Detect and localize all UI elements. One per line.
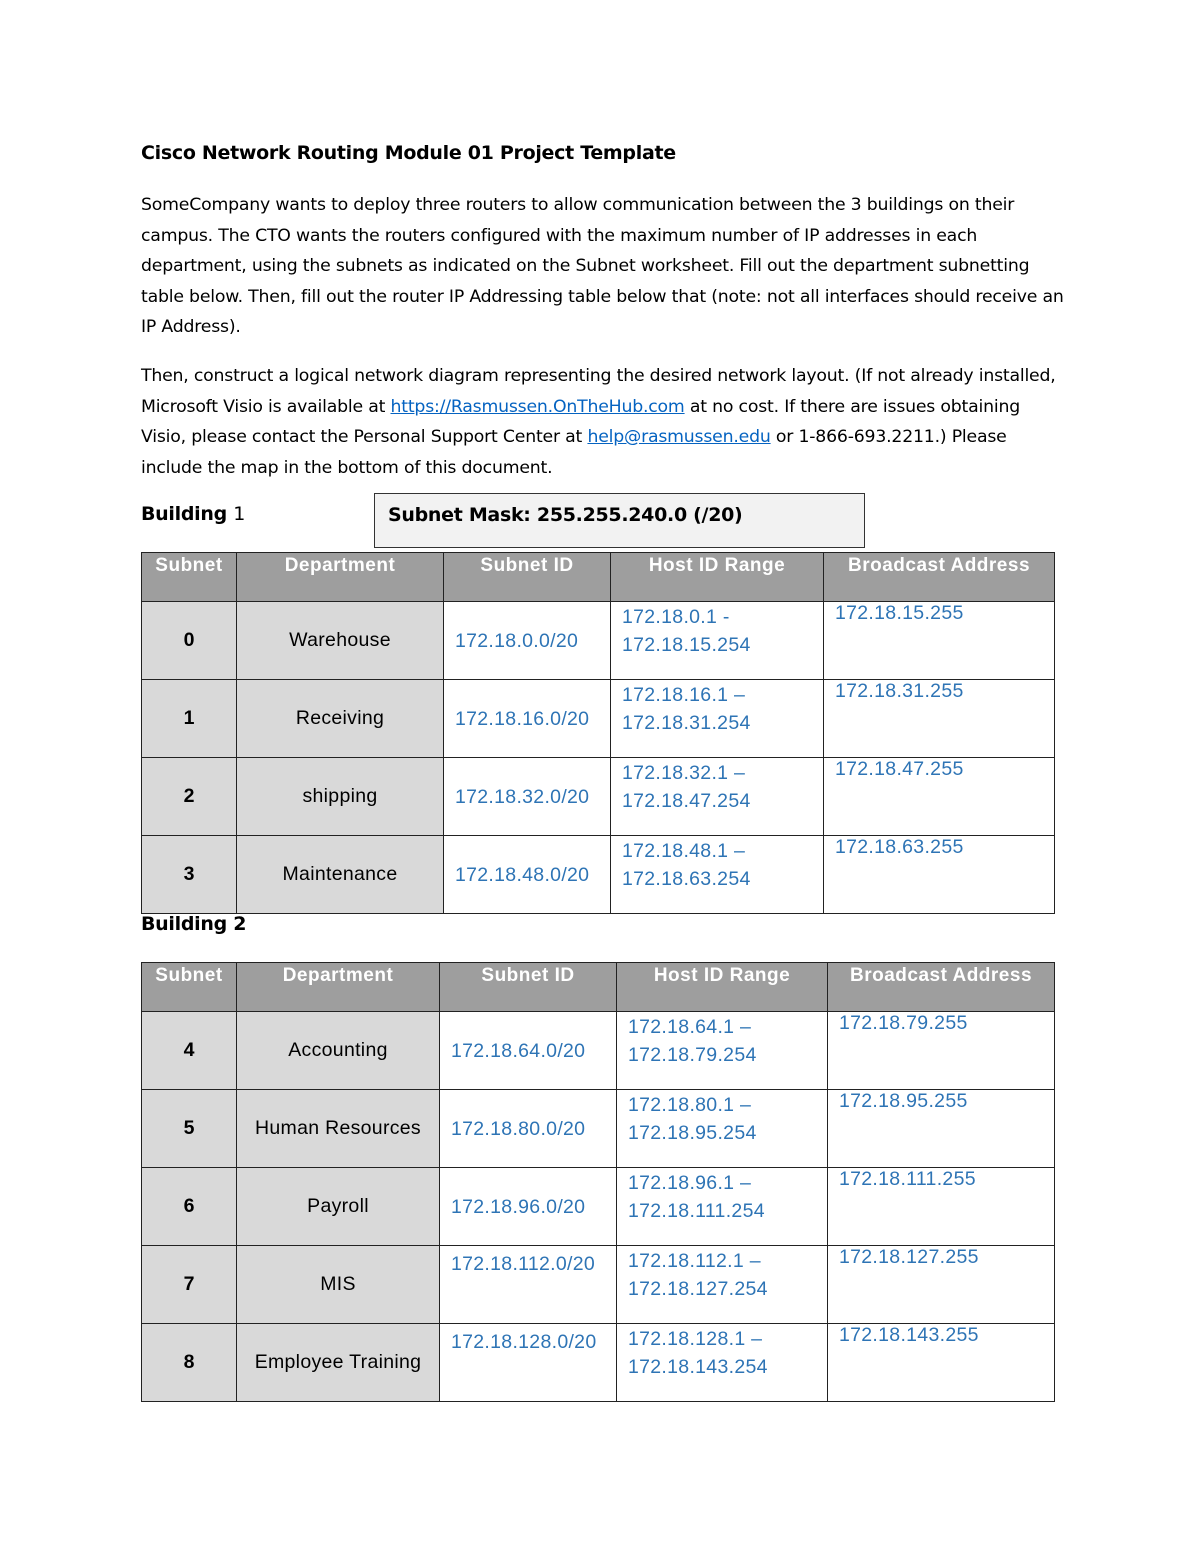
department-cell: Warehouse (237, 602, 444, 680)
host-range-cell: 172.18.32.1 – 172.18.47.254 (611, 758, 824, 836)
table-row (142, 1246, 1055, 1324)
host-range-cell: 172.18.96.1 – 172.18.111.254 (617, 1168, 828, 1246)
subnet-id-cell: 172.18.0.0/20 (444, 602, 611, 680)
subnet-id-cell: 172.18.32.0/20 (444, 758, 611, 836)
subnet-number: 8 (142, 1324, 237, 1402)
building-1-number: 1 (233, 503, 245, 525)
building-2-label: Building 2 (141, 913, 247, 935)
host-range-cell: 172.18.64.1 – 172.18.79.254 (617, 1012, 828, 1090)
subnet-number: 2 (142, 758, 237, 836)
broadcast-cell: 172.18.79.255 (828, 1012, 1055, 1090)
header-broadcast-address: Broadcast Address (824, 553, 1055, 602)
table-row (142, 758, 1055, 836)
instructions-text-b: at no cost. If there are issues obtaining Visio, please contact the Personal Support Center at (141, 396, 1020, 447)
host-range-cell: 172.18.0.1 - 172.18.15.254 (611, 602, 824, 680)
table-row (142, 1324, 1055, 1402)
instructions-text-c: or 1-866-693.2211.) Please include the map in the bottom of this document. (141, 427, 1007, 478)
instructions-text-a: Then, construct a logical network diagram representing the desired network layout. (If not already installed, Microsoft Visio is available at (141, 366, 1056, 417)
subnet-id-cell: 172.18.48.0/20 (444, 836, 611, 914)
department-cell: Employee Training (237, 1324, 440, 1402)
subnet-number: 6 (142, 1168, 237, 1246)
building-1-table (141, 552, 1055, 914)
table-row (142, 836, 1055, 914)
broadcast-cell: 172.18.111.255 (828, 1168, 1055, 1246)
broadcast-cell: 172.18.95.255 (828, 1090, 1055, 1168)
host-range-cell: 172.18.16.1 – 172.18.31.254 (611, 680, 824, 758)
building-2-table (141, 962, 1055, 1402)
table-row (142, 1012, 1055, 1090)
department-cell: shipping (237, 758, 444, 836)
subnet-number: 1 (142, 680, 237, 758)
header-subnet-id: Subnet ID (440, 963, 617, 1012)
table-header-row (142, 553, 1055, 602)
host-range-cell: 172.18.48.1 – 172.18.63.254 (611, 836, 824, 914)
host-range-cell: 172.18.112.1 – 172.18.127.254 (617, 1246, 828, 1324)
department-cell: Payroll (237, 1168, 440, 1246)
building-1-label-text: Building (141, 503, 227, 525)
broadcast-cell: 172.18.15.255 (824, 602, 1055, 680)
subnet-id-cell: 172.18.16.0/20 (444, 680, 611, 758)
host-range-cell: 172.18.80.1 – 172.18.95.254 (617, 1090, 828, 1168)
onthehub-link[interactable]: https://Rasmussen.OnTheHub.com (390, 396, 685, 417)
table-header-row (142, 963, 1055, 1012)
department-cell: Human Resources (237, 1090, 440, 1168)
department-cell: Accounting (237, 1012, 440, 1090)
table-row (142, 1168, 1055, 1246)
subnet-number: 0 (142, 602, 237, 680)
table-row (142, 1090, 1055, 1168)
broadcast-cell: 172.18.143.255 (828, 1324, 1055, 1402)
subnet-id-cell: 172.18.112.0/20 (440, 1246, 617, 1324)
subnet-number: 5 (142, 1090, 237, 1168)
subnet-number: 7 (142, 1246, 237, 1324)
broadcast-cell: 172.18.47.255 (824, 758, 1055, 836)
header-subnet-id: Subnet ID (444, 553, 611, 602)
broadcast-cell: 172.18.127.255 (828, 1246, 1055, 1324)
subnet-id-cell: 172.18.80.0/20 (440, 1090, 617, 1168)
subnet-number: 3 (142, 836, 237, 914)
table-row (142, 602, 1055, 680)
header-subnet: Subnet (142, 553, 237, 602)
document-title: Cisco Network Routing Module 01 Project Template (141, 142, 676, 164)
department-cell: Maintenance (237, 836, 444, 914)
intro-paragraph: SomeCompany wants to deploy three routers to allow communication between the 3 buildings on their campus. The CTO wants the routers configured with the maximum number of IP addresses in each department, using the subnets as indicated on the Subnet worksheet. Fill out the department subnetting table below. Then, fill out the router IP Addressing table below that (note: not all interfaces should receive an IP Address). (141, 195, 1064, 337)
department-cell: Receiving (237, 680, 444, 758)
host-range-cell: 172.18.128.1 – 172.18.143.254 (617, 1324, 828, 1402)
header-host-id-range: Host ID Range (617, 963, 828, 1012)
subnet-id-cell: 172.18.128.0/20 (440, 1324, 617, 1402)
table-row (142, 680, 1055, 758)
broadcast-cell: 172.18.63.255 (824, 836, 1055, 914)
instructions-paragraph (141, 361, 1066, 483)
header-subnet: Subnet (142, 963, 237, 1012)
header-department: Department (237, 553, 444, 602)
subnet-id-cell: 172.18.96.0/20 (440, 1168, 617, 1246)
broadcast-cell: 172.18.31.255 (824, 680, 1055, 758)
header-broadcast-address: Broadcast Address (828, 963, 1055, 1012)
department-cell: MIS (237, 1246, 440, 1324)
header-host-id-range: Host ID Range (611, 553, 824, 602)
building-1-label (141, 503, 245, 525)
subnet-id-cell: 172.18.64.0/20 (440, 1012, 617, 1090)
subnet-number: 4 (142, 1012, 237, 1090)
subnet-mask-box: Subnet Mask: 255.255.240.0 (/20) (374, 493, 865, 548)
help-email-link[interactable]: help@rasmussen.edu (587, 427, 771, 447)
header-department: Department (237, 963, 440, 1012)
